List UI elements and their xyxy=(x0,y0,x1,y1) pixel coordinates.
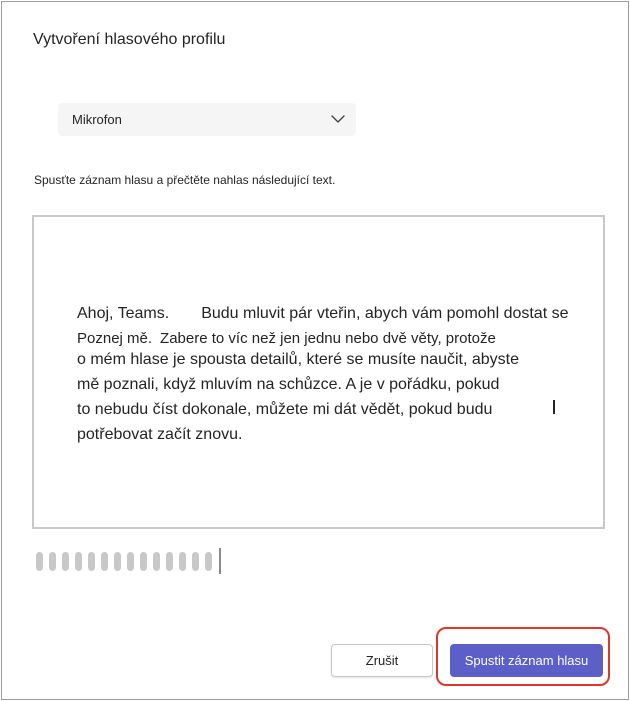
audio-level-bar xyxy=(114,552,121,571)
audio-level-bar xyxy=(36,552,43,571)
script-line: potřebovat začít znovu. xyxy=(77,426,243,443)
voice-profile-dialog xyxy=(1,1,629,700)
audio-level-bar xyxy=(75,552,82,571)
audio-level-bar xyxy=(192,552,199,571)
script-line: to nebudu číst dokonale, můžete mi dát vědět, pokud budu xyxy=(77,401,493,418)
audio-level-bar xyxy=(166,552,173,571)
reading-text-box xyxy=(32,215,605,529)
script-line: mě poznali, když mluvím na schůzce. A je v pořádku, pokud xyxy=(77,376,500,393)
script-line: o mém hlase je spousta detailů, které se musíte naučit, abyste xyxy=(77,351,520,368)
microphone-select-value: Mikrofon xyxy=(72,112,122,127)
audio-level-marker xyxy=(219,548,221,574)
script-segment: Poznej mě. xyxy=(77,330,153,347)
audio-level-bar xyxy=(140,552,147,571)
cancel-button[interactable]: Zrušit xyxy=(331,644,433,677)
instruction-text: Spusťte záznam hlasu a přečtěte nahlas následující text. xyxy=(34,173,336,187)
script-line xyxy=(77,305,569,323)
text-caret xyxy=(553,400,555,414)
audio-level-bar xyxy=(153,552,160,571)
script-segment: Zabere to víc než jen jednu nebo dvě věty, protože xyxy=(160,330,496,347)
audio-level-bar xyxy=(205,552,212,571)
start-button-highlight xyxy=(436,627,610,686)
audio-level-bar xyxy=(88,552,95,571)
script-segment: Ahoj, Teams. xyxy=(77,305,170,322)
audio-level-meter xyxy=(36,549,221,573)
script-line xyxy=(77,330,496,347)
chevron-down-icon xyxy=(330,112,346,126)
microphone-select[interactable] xyxy=(58,103,356,136)
audio-level-bar xyxy=(127,552,134,571)
audio-level-bar xyxy=(179,552,186,571)
audio-level-bar xyxy=(101,552,108,571)
dialog-title: Vytvoření hlasového profilu xyxy=(33,31,226,48)
audio-level-bar xyxy=(62,552,69,571)
start-recording-button[interactable]: Spustit záznam hlasu xyxy=(450,644,603,677)
audio-level-bar xyxy=(49,552,56,571)
script-segment: Budu mluvit pár vteřin, abych vám pomohl dostat se xyxy=(201,305,569,322)
